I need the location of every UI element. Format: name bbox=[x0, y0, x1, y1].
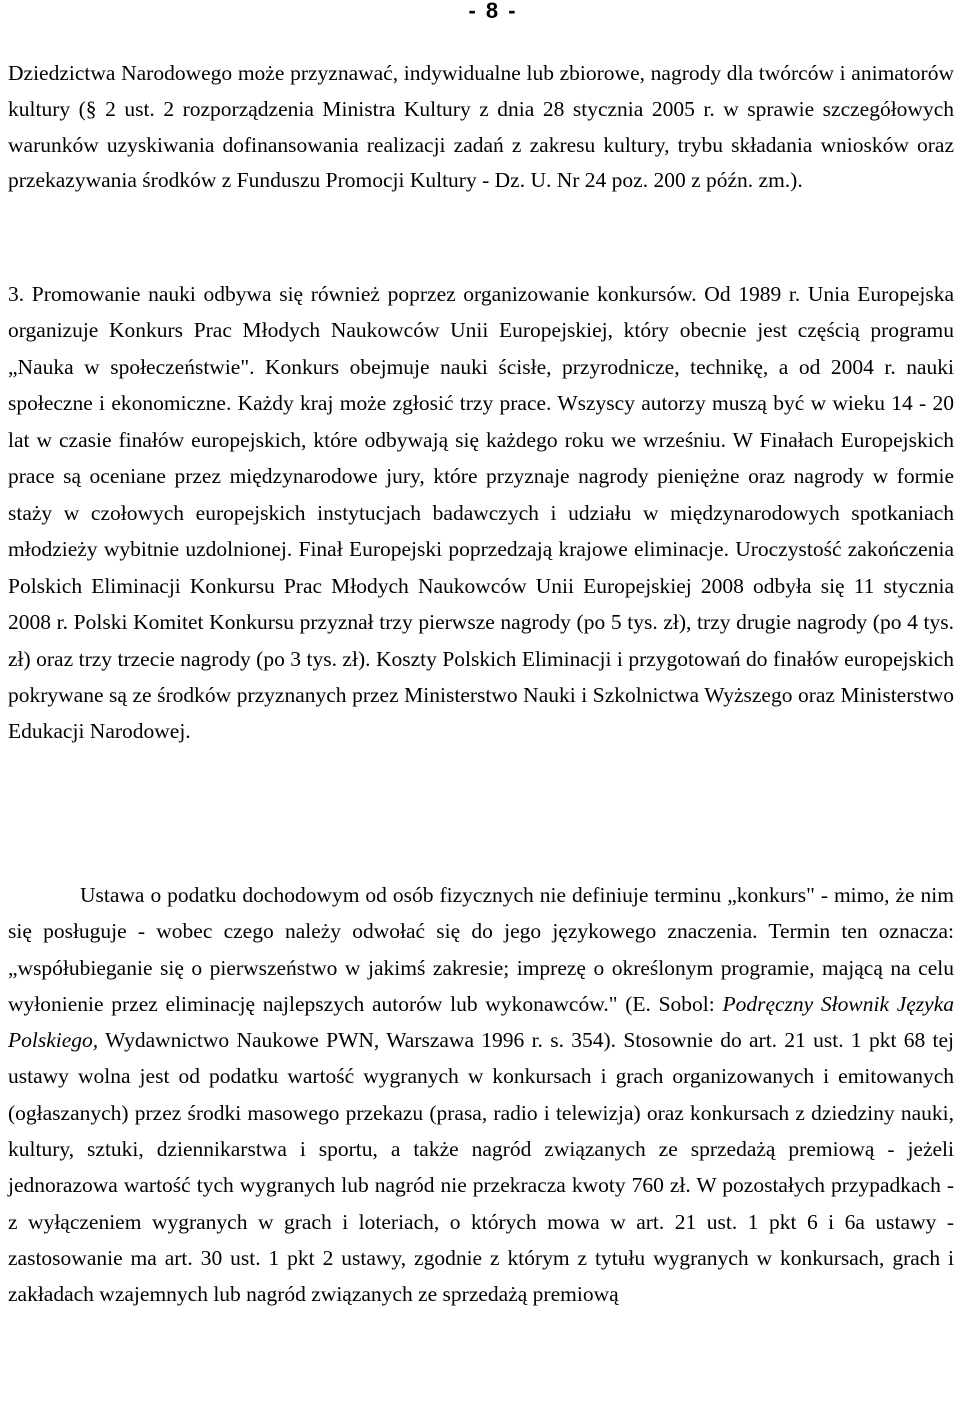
book-title: Podręczny Słownik Języka Polskiego, bbox=[8, 991, 954, 1053]
paragraph-competitions: 3. Promowanie nauki odbywa się również poprzez organizowanie konkursów. Od 1989 r. Unia Europejska organizuje Konkurs Prac Młodych Naukowców Unii Europejskiej, który obecnie jest częścią programu „Nauka w społeczeństwie". Konkurs obejmuje nauki ścisłe, przyrodnicze, technikę, a od 2004 r. nauki społeczne i ekonomiczne. Każdy kraj może zgłosić trzy prace. Wszyscy autorzy muszą być w wieku 14 - 20 lat w czasie finałów europejskich, które odbywają się każdego roku we wrześniu. W Finałach Europejskich prace są oceniane przez międzynarodowe jury, które przyznaje nagrody pieniężne oraz nagrody w formie staży w czołowych europejskich instytucjach badawczych i udziału w międzynarodowych spotkaniach młodzieży wybitnie uzdolnionej. Finał Europejski poprzedzają krajowe eliminacje. Uroczystość zakończenia Polskich Eliminacji Konkursu Prac Młodych Naukowców Unii Europejskiej 2008 odbyła się 11 stycznia 2008 r. Polski Komitet Konkursu przyznał trzy pierwsze nagrody (po 5 tys. zł), trzy drugie nagrody (po 4 tys. zł) oraz trzy trzecie nagrody (po 3 tys. zł). Koszty Polskich Eliminacji i przygotowań do finałów europejskich pokrywane są ze środków przyznanych przez Ministerstwo Nauki i Szkolnictwa Wyższego oraz Ministerstwo Edukacji Narodowej. bbox=[8, 282, 954, 744]
paragraph-text-before-title: Ustawa o podatku dochodowym od osób fizycznych nie definiuje terminu „konkurs" - mimo, że nim się posługuje - wobec czego należy odwołać się do jego językowego znaczenia. Termin ten oznacza: „współubieganie się o pierwszeństwo w jakimś zakresie; imprezę o określonym programie, mającą na celu wyłonienie przez eliminację najlepszych autorów lub wykonawców." (E. Sobol: bbox=[8, 883, 954, 1016]
paragraph-tax-law bbox=[8, 877, 954, 1313]
paragraph-text-after-title: Wydawnictwo Naukowe PWN, Warszawa 1996 r. s. 354). Stosownie do art. 21 ust. 1 pkt 68 tej ustawy wolna jest od podatku wartość wygranych w konkursach i grach organizowanych i emitowanych (ogłaszanych) przez środki masowego przekazu (prasa, radio i telewizja) oraz konkursach z dziedziny nauki, kultury, sztuki, dziennikarstwa i sportu, a także nagród związanych ze sprzedażą premiową - jeżeli jednorazowa wartość tych wygranych lub nagród nie przekracza kwoty 760 zł. W pozostałych przypadkach - z wyłączeniem wygranych w grach i loteriach, o których mowa w art. 21 ust. 1 pkt 6 i 6a ustawy - zastosowanie ma art. 30 ust. 1 pkt 2 ustawy, zgodnie z którym z tytułu wygranych w konkursach, grach i zakładach wzajemnych lub nagród związanych ze sprzedażą premiową bbox=[8, 1028, 954, 1307]
page-number: - 8 - bbox=[468, 0, 518, 23]
paragraph-continuation: Dziedzictwa Narodowego może przyznawać, indywidualne lub zbiorowe, nagrody dla twórców i animatorów kultury (§ 2 ust. 2 rozporządzenia Ministra Kultury z dnia 28 stycznia 2005 r. w sprawie szczegółowych warunków uzyskiwania dofinansowania realizacji zadań z zakresu kultury, trybu składania wniosków oraz przekazywania środków z Funduszu Promocji Kultury - Dz. U. Nr 24 poz. 200 z późn. zm.). bbox=[8, 61, 954, 193]
